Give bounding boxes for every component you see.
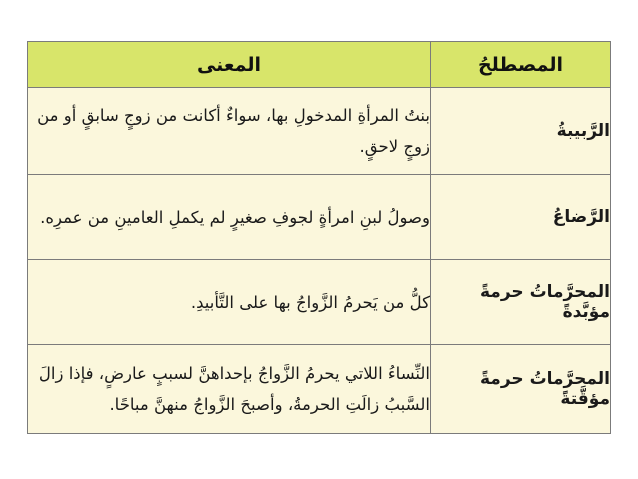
meaning-cell: كلُّ من يَحرمُ الزَّواجُ بها على التَّأبيدِ. <box>28 260 431 345</box>
table-row <box>28 88 611 175</box>
table-row <box>28 260 611 345</box>
header-row <box>28 42 611 88</box>
term-cell: الرَّضاعُ <box>431 175 611 260</box>
header-meaning: المعنى <box>28 42 431 88</box>
glossary-table <box>27 41 611 434</box>
meaning-cell: وصولُ لبنِ امرأةٍ لجوفِ صغيرٍ لم يكملِ العامينِ من عمرِه. <box>28 175 431 260</box>
meaning-cell: النِّساءُ اللاتي يحرمُ الزَّواجُ بإحداهنَّ لسببٍ عارضٍ، فإذا زالَ السَّببُ زالَتِ الحرمةُ، وأصبحَ الزَّواجُ منهنَّ مباحًا. <box>28 345 431 434</box>
table-row <box>28 345 611 434</box>
term-cell: الرَّبيبةُ <box>431 88 611 175</box>
header-term: المصطلحُ <box>431 42 611 88</box>
term-cell: المحرَّماتُ حرمةً مؤبَّدةً <box>431 260 611 345</box>
meaning-cell: بنتُ المرأةِ المدخولِ بها، سواءٌ أكانت من زوجٍ سابقٍ أو من زوجٍ لاحقٍ. <box>28 88 431 175</box>
table-row <box>28 175 611 260</box>
term-cell: المحرَّماتُ حرمةً مؤقَّتةً <box>431 345 611 434</box>
